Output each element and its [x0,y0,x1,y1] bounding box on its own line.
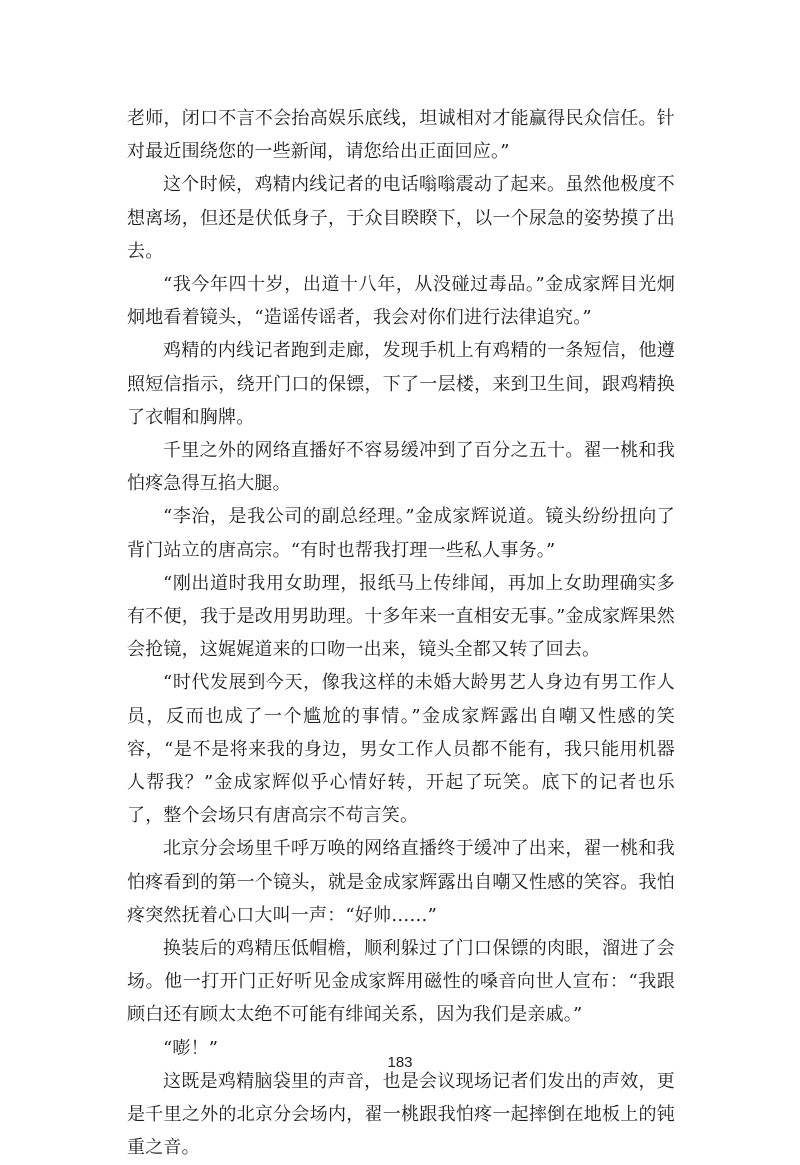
paragraph-10: 换装后的鸡精压低帽檐，顺利躲过了门口保镖的肉眼，溜进了会场。他一打开门正好听见金成家辉用磁性的嗓音向世人宣布：“我跟顾白还有顾太太绝不可能有绯闻关系，因为我们是亲戚。” [127,938,675,1026]
paragraph-12: 这既是鸡精脑袋里的声音，也是会议现场记者们发出的声效，更是千里之外的北京分会场内，翟一桃跟我怕疼一起摔倒在地板上的钝重之音。 [127,1070,675,1159]
paragraph-6: “李治，是我公司的副总经理。”金成家辉说道。镜头纷纷扭向了背门站立的唐高宗。“有时也帮我打理一些私人事务。” [127,506,675,561]
paragraph-11: “嘭！” [163,1037,219,1059]
page-number: 183 [387,1054,413,1071]
body-text [127,102,675,1165]
paragraph-8: “时代发展到今天，像我这样的未婚大龄男艺人身边有男工作人员，反而也成了一个尴尬的事情。”金成家辉露出自嘲又性感的笑容，“是不是将来我的身边，男女工作人员都不能有，我只能用机器人帮我？”金成家辉似乎心情好转，开起了玩笑。底下的记者也乐了，整个会场只有唐高宗不苟言笑。 [127,672,675,827]
paragraph-9: 北京分会场里千呼万唤的网络直播终于缓冲了出来，翟一桃和我怕疼看到的第一个镜头，就是金成家辉露出自嘲又性感的笑容。我怕疼突然抚着心口大叫一声：“好帅……” [127,838,675,926]
paragraph-2: 这个时候，鸡精内线记者的电话嗡嗡震动了起来。虽然他极度不想离场，但还是伏低身子，于众目睽睽下，以一个尿急的姿势摸了出去。 [127,174,675,262]
paragraph-3: “我今年四十岁，出道十八年，从没碰过毒品。”金成家辉目光炯炯地看着镜头，“造谣传谣者，我会对你们进行法律追究。” [127,274,675,329]
paragraph-1: 老师，闭口不言不会抬高娱乐底线，坦诚相对才能赢得民众信任。针对最近围绕您的一些新闻，请您给出正面回应。” [127,108,675,163]
paragraph-7: “刚出道时我用女助理，报纸马上传绯闻，再加上女助理确实多有不便，我于是改用男助理。十多年来一直相安无事。”金成家辉果然会抢镜，这娓娓道来的口吻一出来，镜头全都又转了回去。 [127,572,675,661]
paragraph-4: 鸡精的内线记者跑到走廊，发现手机上有鸡精的一条短信，他遵照短信指示，绕开门口的保镖，下了一层楼，来到卫生间，跟鸡精换了衣帽和胸牌。 [127,340,675,428]
paragraph-5: 千里之外的网络直播好不容易缓冲到了百分之五十。翟一桃和我怕疼急得互掐大腿。 [127,440,675,495]
